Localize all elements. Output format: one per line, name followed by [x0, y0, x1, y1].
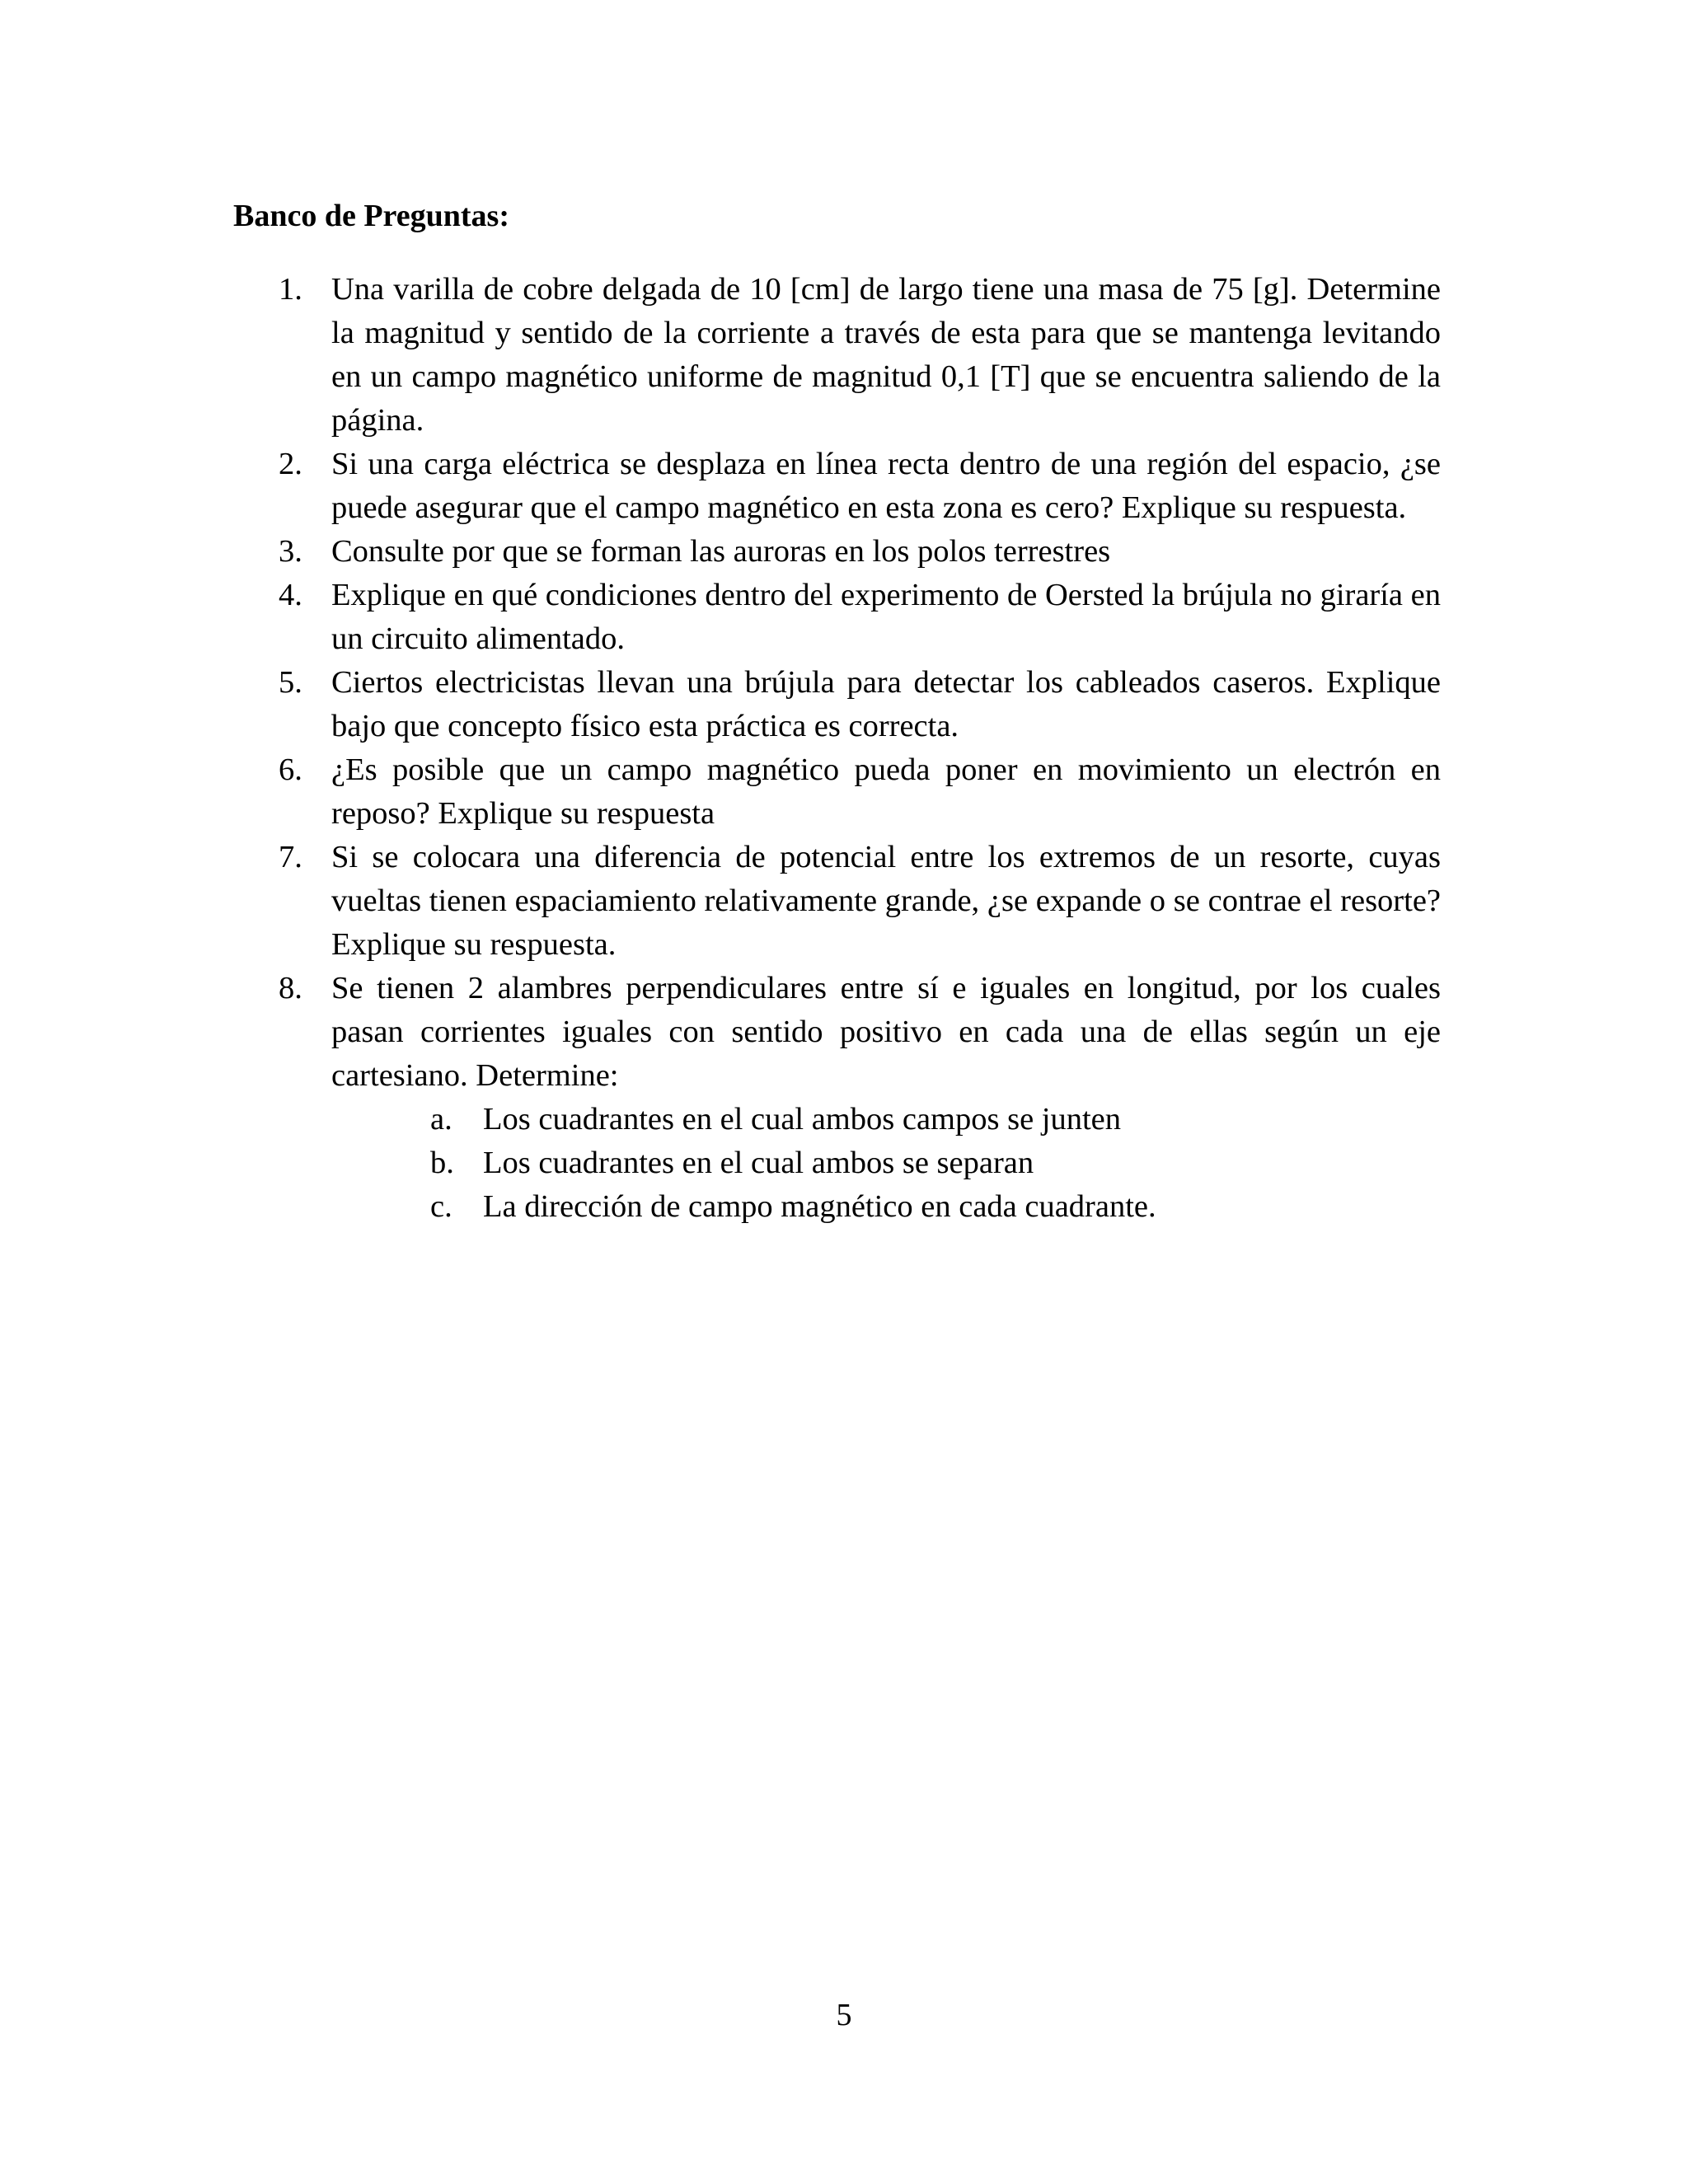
question-item: [279, 967, 1441, 1229]
question-item: [279, 574, 1441, 661]
section-heading: Banco de Preguntas:: [233, 199, 509, 233]
question-text: ¿Es posible que un campo magnético pueda poner en movimiento un electrón en reposo? Explique su respuesta: [331, 752, 1441, 831]
sub-question-text: La dirección de campo magnético en cada cuadrante.: [483, 1189, 1156, 1224]
sub-question-letter: a.: [430, 1102, 452, 1137]
question-text: Una varilla de cobre delgada de 10 [cm] de largo tiene una masa de 75 [g]. Determine la magnitud y sentido de la corriente a través de esta para que se mantenga levitando en un campo magnético uniforme de magnitud 0,1 [T] que se encuentra saliendo de la página.: [331, 272, 1441, 438]
question-number: 3.: [279, 534, 302, 569]
question-text: Explique en qué condiciones dentro del experimento de Oersted la brújula no giraría en un circuito alimentado.: [331, 578, 1441, 656]
sub-question-item: [430, 1185, 1441, 1229]
question-number: 4.: [279, 578, 302, 612]
question-text: Se tienen 2 alambres perpendiculares entre sí e iguales en longitud, por los cuales pasan corrientes iguales con sentido positivo en cada una de ellas según un eje cartesiano. Determine:: [331, 971, 1441, 1093]
question-text: Ciertos electricistas llevan una brújula para detectar los cableados caseros. Explique bajo que concepto físico esta práctica es correcta.: [331, 665, 1441, 743]
sub-question-item: [430, 1141, 1441, 1185]
sub-question-text: Los cuadrantes en el cual ambos campos se junten: [483, 1102, 1122, 1137]
question-number: 6.: [279, 752, 302, 787]
question-item: [279, 661, 1441, 748]
question-number: 2.: [279, 447, 302, 481]
sub-question-letter: b.: [430, 1146, 454, 1180]
sub-question-text: Los cuadrantes en el cual ambos se separan: [483, 1146, 1034, 1180]
page-number: 5: [836, 1998, 852, 2032]
question-number: 1.: [279, 272, 302, 307]
question-item: [279, 748, 1441, 836]
question-item: [279, 530, 1441, 574]
question-text: Si una carga eléctrica se desplaza en línea recta dentro de una región del espacio, ¿se puede asegurar que el campo magnético en esta zona es cero? Explique su respuesta.: [331, 447, 1441, 525]
question-number: 5.: [279, 665, 302, 700]
sub-question-list: [331, 1098, 1441, 1229]
question-number: 8.: [279, 971, 302, 1005]
sub-question-letter: c.: [430, 1189, 452, 1224]
question-number: 7.: [279, 840, 302, 874]
question-text: Si se colocara una diferencia de potencial entre los extremos de un resorte, cuyas vueltas tienen espaciamiento relativamente grande, ¿se expande o se contrae el resorte? Explique su respuesta.: [331, 840, 1441, 962]
question-item: [279, 836, 1441, 967]
question-item: [279, 268, 1441, 443]
question-list: [279, 268, 1441, 1229]
sub-question-item: [430, 1098, 1441, 1141]
question-text: Consulte por que se forman las auroras en los polos terrestres: [331, 534, 1111, 569]
question-item: [279, 443, 1441, 530]
